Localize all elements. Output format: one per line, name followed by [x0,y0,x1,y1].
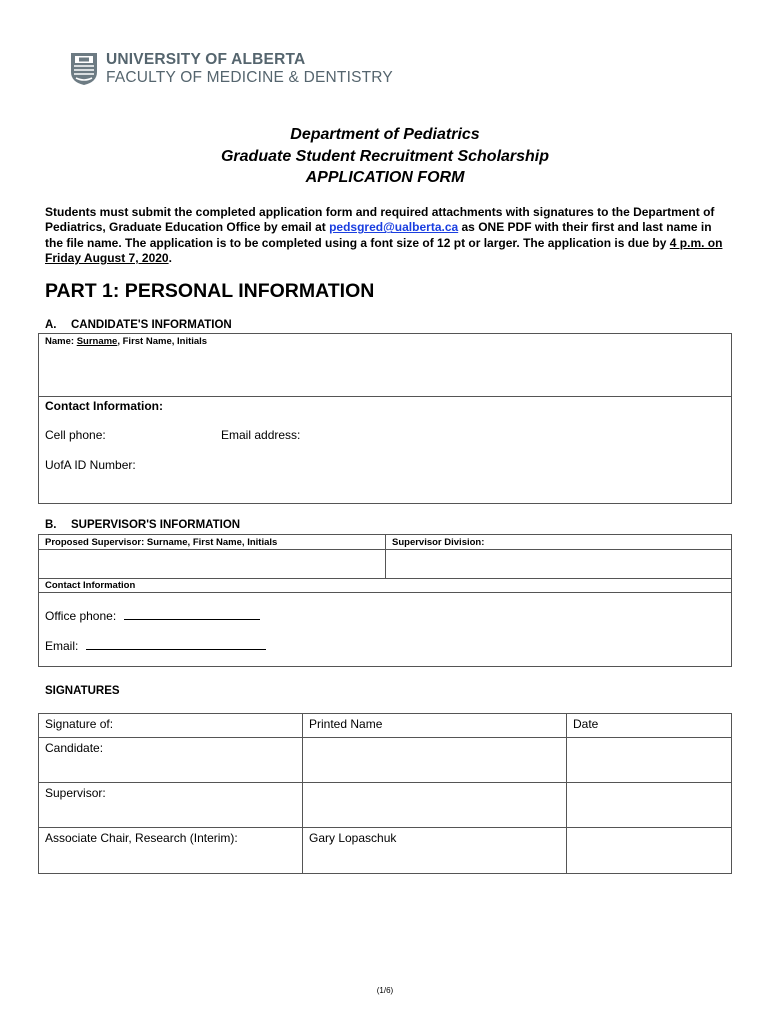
supervisor-email-line [86,638,266,650]
date-associate-chair[interactable] [567,828,732,874]
table-row [39,738,732,783]
signature-candidate[interactable]: Candidate: [39,738,303,783]
table-header-row [39,714,732,738]
column-header-signature: Signature of: [39,714,303,738]
table-row [39,783,732,828]
title-department: Department of Pediatrics [290,126,480,143]
title-scholarship: Graduate Student Recruitment Scholarship [220,148,550,165]
deadline-text: 4 p.m. on Friday August 7, 2020 [45,235,723,265]
cell-phone-field[interactable]: Cell phone: [45,428,106,442]
office-phone-label: Office phone: [45,609,117,623]
office-phone-field[interactable] [45,608,260,623]
university-name: UNIVERSITY OF ALBERTA [106,51,306,68]
section-b-heading [45,519,240,531]
email-address-field[interactable]: Email address: [221,428,301,442]
university-logo [70,50,393,90]
proposed-supervisor-label: Proposed Supervisor: Surname, First Name, Initials [45,537,278,548]
office-phone-line [124,608,260,620]
date-candidate[interactable] [567,738,732,783]
printed-name-associate-chair[interactable]: Gary Lopaschuk [303,828,567,874]
candidate-name-label [45,336,207,347]
instructions-paragraph [45,205,725,266]
section-a-letter: A. [45,319,57,331]
page-number: (1/6) [376,986,394,995]
printed-name-supervisor[interactable] [303,783,567,828]
supervisor-contact-box [38,578,732,667]
candidate-name-field[interactable] [38,333,732,397]
instructions-text-2: as ONE PDF with their first and last name in the file name. The application is to be completed using a font size of 12 pt or larger. The application is due by [45,220,712,250]
supervisor-box [38,534,732,579]
supervisor-email-label: Email: [45,639,79,653]
column-header-date: Date [567,714,732,738]
name-label-rest: , First Name, Initials [117,336,208,347]
name-label-prefix: Name: [45,336,77,347]
university-shield-icon [70,52,98,86]
instructions-end: . [168,250,172,265]
contact-info-heading: Contact Information: [45,399,163,413]
column-header-printed-name: Printed Name [303,714,567,738]
supervisor-email-field[interactable] [45,638,266,653]
supervisor-column-divider [385,535,386,578]
section-a-title: CANDIDATE'S INFORMATION [71,319,232,331]
table-row [39,828,732,874]
printed-name-candidate[interactable] [303,738,567,783]
section-b-letter: B. [45,519,57,531]
supervisor-contact-divider [39,592,731,593]
signatures-heading: SIGNATURES [45,685,120,697]
uofa-id-field[interactable]: UofA ID Number: [45,458,136,472]
title-form: APPLICATION FORM [305,169,465,186]
name-label-surname: Surname [76,336,118,347]
section-a-heading [45,319,232,331]
section-b-title: SUPERVISOR'S INFORMATION [71,519,241,531]
email-link[interactable]: pedsgred@ualberta.ca [329,220,459,235]
supervisor-division-field[interactable] [387,550,730,578]
signatures-table [38,713,732,874]
proposed-supervisor-field[interactable] [40,550,384,578]
signature-supervisor[interactable]: Supervisor: [39,783,303,828]
candidate-contact-box [38,396,732,504]
supervisor-division-label: Supervisor Division: [392,537,485,548]
faculty-name: FACULTY OF MEDICINE & DENTISTRY [106,69,393,86]
instructions-text: Students must submit the completed application form and required attachments with signatures to the Department of Pediatrics, Graduate Education Office by email at [45,205,715,235]
signature-associate-chair[interactable]: Associate Chair, Research (Interim): [39,828,303,874]
date-supervisor[interactable] [567,783,732,828]
part1-heading: PART 1: PERSONAL INFORMATION [45,280,375,302]
supervisor-contact-label: Contact Information [45,580,136,591]
